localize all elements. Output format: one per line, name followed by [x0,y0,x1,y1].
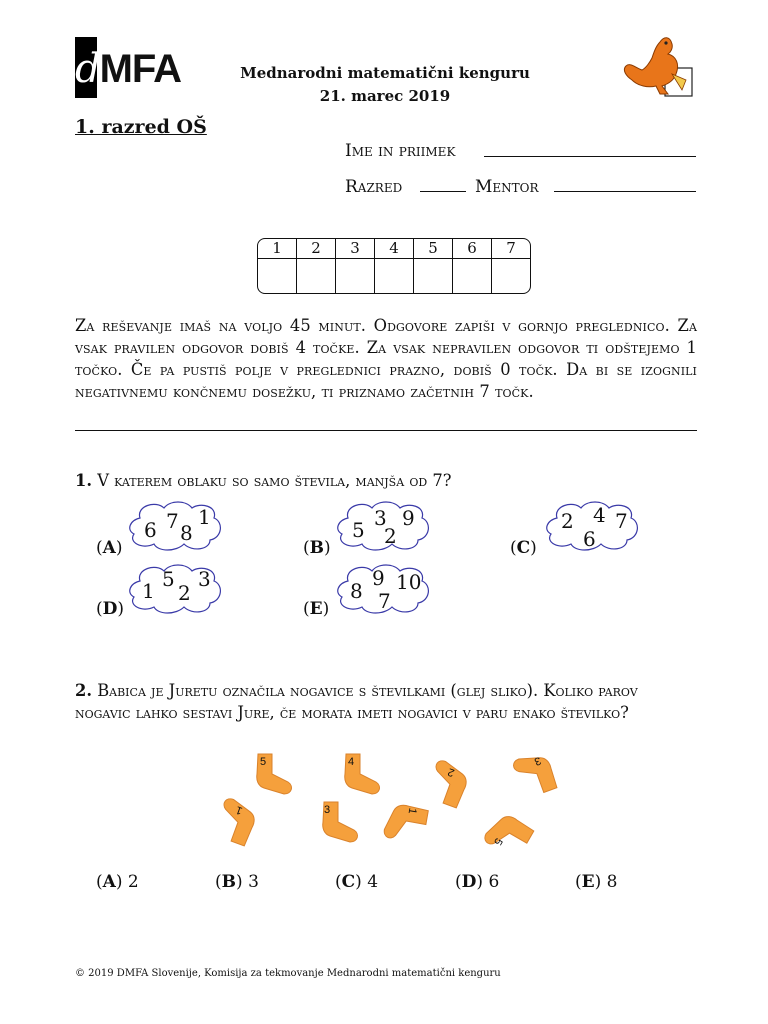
option-c[interactable]: (C) 4 [335,872,379,892]
sock [381,797,432,846]
name-label: Ime in priimek [345,141,456,161]
sock [340,752,382,796]
sock-number: 4 [348,756,355,768]
answer-column-header: 1 [258,239,297,259]
sock [210,794,265,850]
mentor-label: Mentor [475,177,539,197]
sock-number: 3 [324,804,331,816]
option-e[interactable]: (E) 8 [575,872,618,892]
question-number: 2. [75,681,92,700]
answer-cell[interactable] [414,259,453,293]
sock-number: 1 [234,803,245,817]
sock-number: 3 [532,754,543,768]
answer-column-header: 7 [492,239,530,259]
option-b[interactable]: (B) 3 [215,872,259,892]
cloud-e: 8 9 7 10 [334,563,432,615]
cloud-b: 5 3 2 9 [334,500,432,552]
cloud-d: 1 5 2 3 [126,563,224,615]
question-text: Babica je Juretu označila nogavice s številkami (glej sliko). Koliko parov nogavic lahko sestavi Jure, če morata imeti nogavici v paru enako številko? [75,681,638,722]
class-label: Razred [345,177,403,197]
answer-cell[interactable] [258,259,297,293]
option-a[interactable]: (A) 2 [96,872,139,892]
answer-column-header: 4 [375,239,414,259]
answer-cell[interactable] [492,259,530,293]
answer-column-header: 3 [336,239,375,259]
answer-column-header: 5 [414,239,453,259]
answer-cell[interactable] [375,259,414,293]
sock [252,752,294,796]
option-d[interactable]: (D) [96,599,125,619]
option-b[interactable]: (B) [303,538,331,558]
question-1 [75,470,697,492]
kangaroo-logo [620,34,695,100]
footer: © 2019 DMFA Slovenije, Komisija za tekmovanje Mednarodni matematični kenguru [75,968,501,979]
option-c[interactable]: (C) [510,538,537,558]
answer-column-header: 2 [297,239,336,259]
question-number: 1. [75,471,92,490]
grade-title: 1. razred OŠ [75,116,207,138]
answer-cell[interactable] [453,259,492,293]
sock-number: 1 [405,806,419,815]
cloud-c: 2 4 6 7 [543,500,641,552]
sock [318,800,360,844]
sock-number: 2 [446,765,457,779]
option-e[interactable]: (E) [303,599,330,619]
sock-number: 5 [491,835,505,848]
option-a[interactable]: (A) [96,538,123,558]
instructions: Za reševanje imaš na voljo 45 minut. Odgovore zapiši v gornjo preglednico. Za vsak pravilen odgovor dobiš 4 točke. Za vsak nepravilen odgovor ti odštejemo 1 točko. Če pa pustiš polje v preglednici prazno, dobiš 0 točk. Da bi se izognili negativnemu končnemu dosežku, ti priznamo začetnih 7 točk. [75,316,697,401]
dmfa-logo: dMFA [75,46,182,92]
sock-number: 5 [260,756,267,768]
contest-date: 21. marec 2019 [319,87,451,105]
divider [75,430,697,431]
option-d[interactable]: (D) 6 [455,872,500,892]
answer-column-header: 6 [453,239,492,259]
question-text: V katerem oblaku so samo števila, manjša od 7? [97,471,452,490]
contest-header [200,62,570,108]
sock [479,805,538,863]
contest-title: Mednarodni matematični kenguru [240,64,530,82]
sock [422,756,477,812]
question-2 [75,680,697,724]
class-field[interactable] [420,191,466,192]
sock [509,746,564,802]
answer-cell[interactable] [336,259,375,293]
answer-cell[interactable] [297,259,336,293]
mentor-field[interactable] [554,191,696,192]
name-field[interactable] [484,156,696,157]
cloud-a: 6 7 8 1 [126,500,224,552]
answer-table [257,238,531,294]
